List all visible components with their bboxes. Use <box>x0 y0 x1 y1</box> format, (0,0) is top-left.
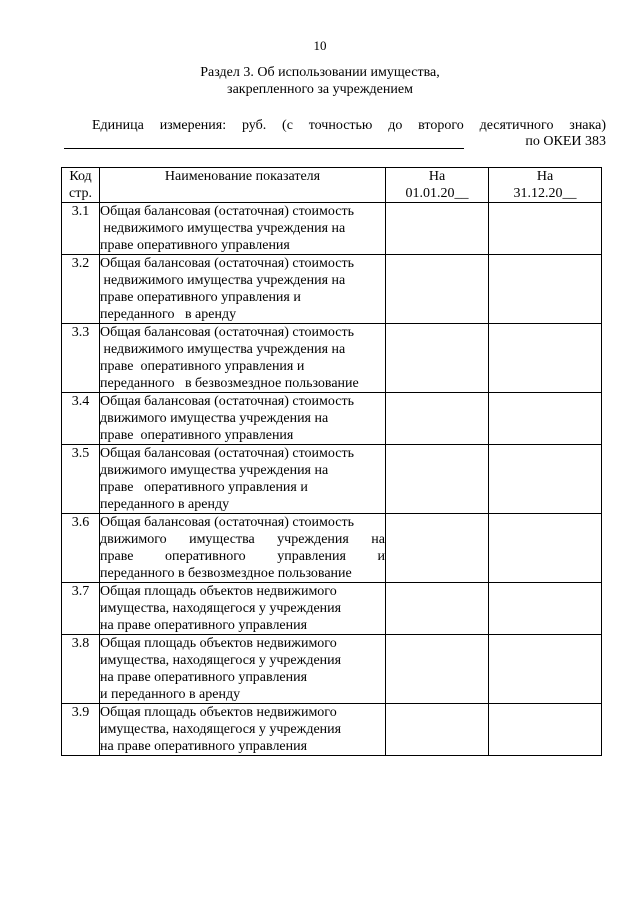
row-indicator-name <box>100 393 386 445</box>
row-indicator-name-line: праве оперативного управления и <box>100 480 308 495</box>
value-start-cell[interactable] <box>386 583 489 635</box>
row-code: 3.1 <box>62 203 100 255</box>
value-end-cell[interactable] <box>489 583 602 635</box>
page-number: 10 <box>313 38 327 53</box>
row-indicator-name-line: Общая балансовая (остаточная) стоимость <box>100 446 354 461</box>
header-start-date <box>386 168 489 203</box>
blank-underline <box>64 148 464 149</box>
header-end-date <box>489 168 602 203</box>
table-row <box>62 583 602 635</box>
row-indicator-name <box>100 255 386 324</box>
header-start-date-line-1: На <box>428 169 446 184</box>
section-title <box>0 64 640 98</box>
table-row <box>62 514 602 583</box>
row-indicator-name <box>100 704 386 756</box>
header-end-date-line-1: На <box>536 169 554 184</box>
table-row <box>62 393 602 445</box>
section-title-line-2: закрепленного за учреждением <box>227 82 413 97</box>
row-code: 3.9 <box>62 704 100 756</box>
units-of-measure: Единица измерения: руб. (с точностью до второго десятичного знака) <box>92 118 606 133</box>
header-code-line-2: стр. <box>68 186 92 201</box>
header-code <box>62 168 100 203</box>
row-indicator-name-line: Общая балансовая (остаточная) стоимость <box>100 515 354 530</box>
row-indicator-name-line: праве оперативного управления <box>100 238 290 253</box>
row-indicator-name <box>100 445 386 514</box>
section-title-line-1: Раздел 3. Об использовании имущества, <box>200 65 440 80</box>
row-indicator-name <box>100 324 386 393</box>
row-indicator-name-line: Общая балансовая (остаточная) стоимость <box>100 394 354 409</box>
table-row <box>62 324 602 393</box>
row-indicator-name-line: Общая балансовая (остаточная) стоимость <box>100 256 354 271</box>
row-code: 3.4 <box>62 393 100 445</box>
row-indicator-name-line: на праве оперативного управления <box>100 618 308 633</box>
header-end-date-line-2: 31.12.20__ <box>513 186 577 201</box>
header-code-line-1: Код <box>69 169 92 184</box>
row-code: 3.8 <box>62 635 100 704</box>
value-start-cell[interactable] <box>386 445 489 514</box>
row-indicator-name-line: переданного в безвозмездное пользование <box>100 376 359 391</box>
row-indicator-name-line: движимого имущества учреждения на <box>100 532 385 547</box>
row-indicator-name-line: имущества, находящегося у учреждения <box>100 653 342 668</box>
row-code: 3.7 <box>62 583 100 635</box>
row-indicator-name-line: праве оперативного управления <box>100 428 294 443</box>
value-end-cell[interactable] <box>489 514 602 583</box>
row-indicator-name-line: Общая площадь объектов недвижимого <box>100 636 337 651</box>
value-start-cell[interactable] <box>386 324 489 393</box>
row-indicator-name <box>100 635 386 704</box>
header-indicator-name: Наименование показателя <box>100 168 386 203</box>
row-indicator-name-line: переданного в аренду <box>100 497 230 512</box>
row-code: 3.2 <box>62 255 100 324</box>
value-end-cell[interactable] <box>489 203 602 255</box>
row-indicator-name-line: Общая площадь объектов недвижимого <box>100 705 337 720</box>
row-indicator-name-line: праве оперативного управления и <box>100 290 301 305</box>
value-end-cell[interactable] <box>489 393 602 445</box>
row-indicator-name-line: недвижимого имущества учреждения на <box>100 221 346 236</box>
row-indicator-name <box>100 203 386 255</box>
value-start-cell[interactable] <box>386 514 489 583</box>
row-indicator-name-line: и переданного в аренду <box>100 687 241 702</box>
table-row <box>62 255 602 324</box>
value-end-cell[interactable] <box>489 635 602 704</box>
value-start-cell[interactable] <box>386 393 489 445</box>
row-code: 3.3 <box>62 324 100 393</box>
row-indicator-name <box>100 583 386 635</box>
table-row <box>62 203 602 255</box>
value-end-cell[interactable] <box>489 704 602 756</box>
row-indicator-name-line: Общая площадь объектов недвижимого <box>100 584 337 599</box>
row-code: 3.5 <box>62 445 100 514</box>
row-code: 3.6 <box>62 514 100 583</box>
value-start-cell[interactable] <box>386 203 489 255</box>
row-indicator-name <box>100 514 386 583</box>
table-header-row <box>62 168 602 203</box>
row-indicator-name-line: недвижимого имущества учреждения на <box>100 273 346 288</box>
value-start-cell[interactable] <box>386 255 489 324</box>
header-start-date-line-2: 01.01.20__ <box>405 186 469 201</box>
row-indicator-name-line: праве оперативного управления и <box>100 549 385 564</box>
row-indicator-name-line: Общая балансовая (остаточная) стоимость <box>100 204 354 219</box>
value-end-cell[interactable] <box>489 255 602 324</box>
row-indicator-name-line: переданного в аренду <box>100 307 237 322</box>
row-indicator-name-line: имущества, находящегося у учреждения <box>100 601 342 616</box>
value-end-cell[interactable] <box>489 324 602 393</box>
row-indicator-name-line: переданного в безвозмездное пользование <box>100 566 352 581</box>
value-start-cell[interactable] <box>386 704 489 756</box>
row-indicator-name-line: движимого имущества учреждения на <box>100 411 329 426</box>
table-row <box>62 704 602 756</box>
row-indicator-name-line: праве оперативного управления и <box>100 359 305 374</box>
row-indicator-name-line: Общая балансовая (остаточная) стоимость <box>100 325 354 340</box>
row-indicator-name-line: движимого имущества учреждения на <box>100 463 329 478</box>
row-indicator-name-line: имущества, находящегося у учреждения <box>100 722 342 737</box>
indicators-table <box>61 167 602 756</box>
table-row <box>62 445 602 514</box>
value-end-cell[interactable] <box>489 445 602 514</box>
row-indicator-name-line: на праве оперативного управления <box>100 670 308 685</box>
okei-line <box>64 134 606 152</box>
okei-code: по ОКЕИ 383 <box>525 134 606 149</box>
value-start-cell[interactable] <box>386 635 489 704</box>
row-indicator-name-line: на праве оперативного управления <box>100 739 308 754</box>
table-row <box>62 635 602 704</box>
row-indicator-name-line: недвижимого имущества учреждения на <box>100 342 346 357</box>
